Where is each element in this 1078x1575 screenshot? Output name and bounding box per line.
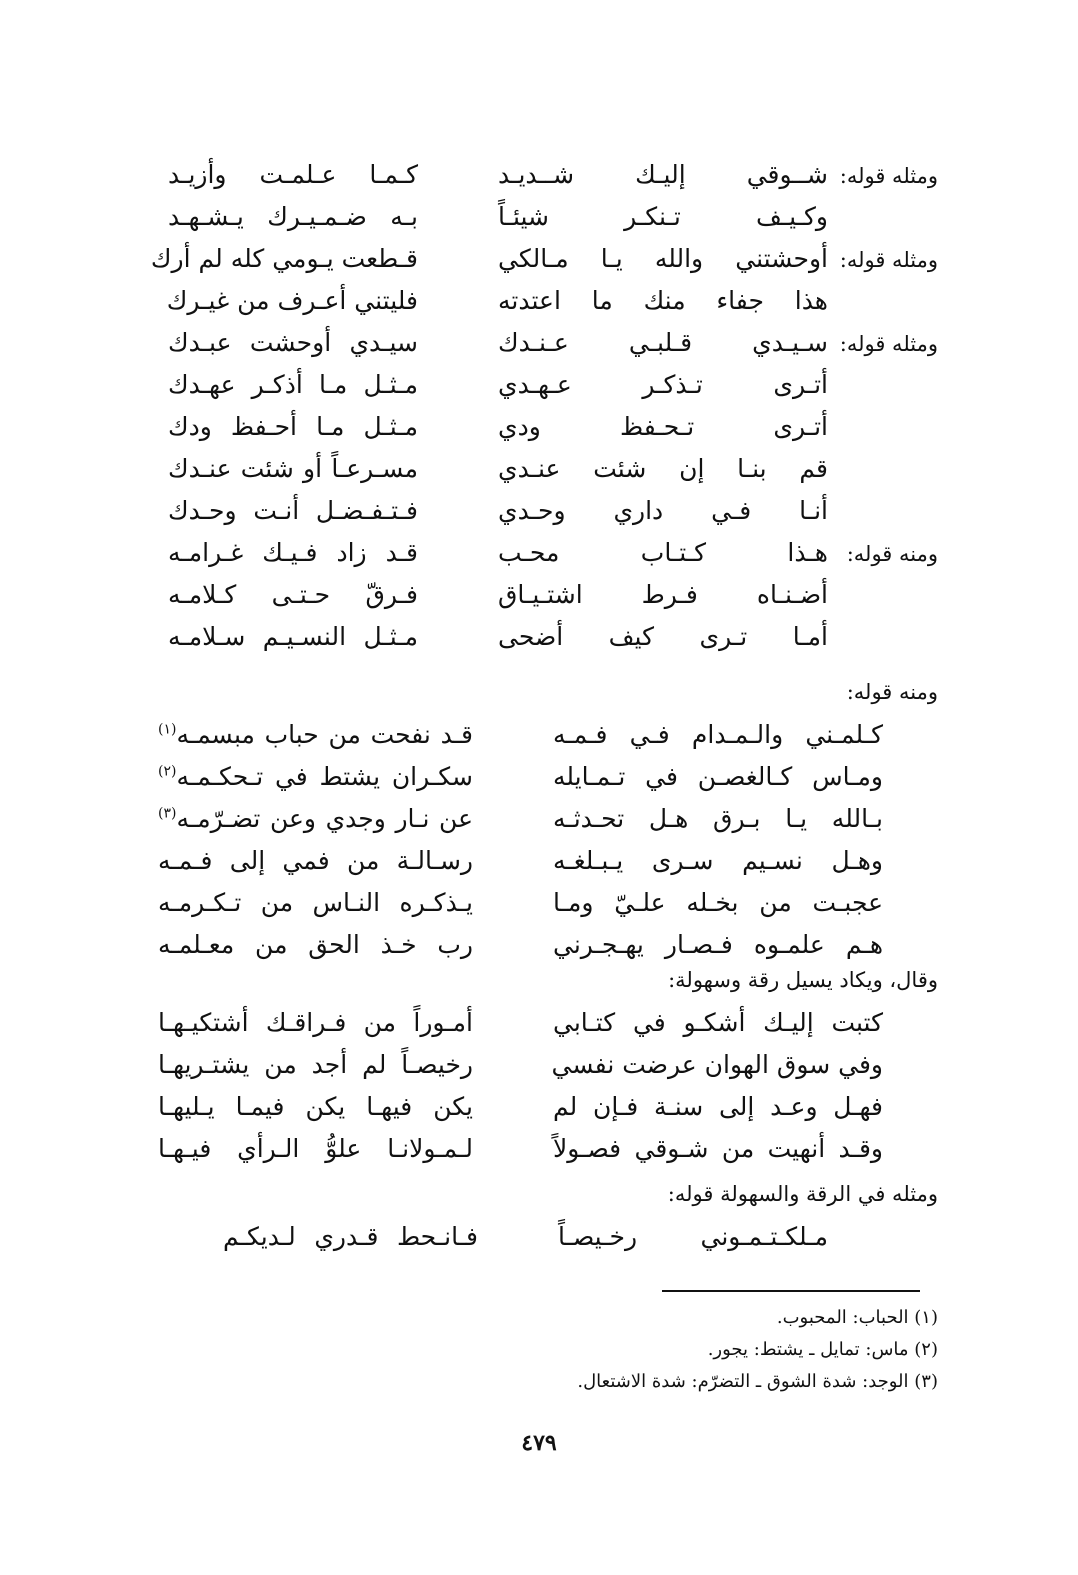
verse-second-hemistich: مسـرعـاً أو شئت عنـدك bbox=[168, 454, 418, 483]
verse-first-hemistich: كـلمـني والـمـدام فـي فـمـه bbox=[553, 720, 883, 749]
verse-second-hemistich: فـانـحط قـدري لـديكـم bbox=[223, 1222, 478, 1251]
verse-second-hemistich: سكـران يشتط في تـحكـمـه$^{(٢)}$ bbox=[158, 762, 473, 791]
verse-second-hemistich: فـرقّ حـتـى كـلامـه bbox=[168, 580, 418, 609]
verse-row bbox=[138, 160, 938, 202]
verse-first-hemistich: وقـد أنهيت من شـوقي فصـولاً bbox=[553, 1134, 883, 1163]
verse-second-hemistich: رسـالـة من فمي إلى فـمـه bbox=[158, 846, 473, 875]
verse-second-hemistich: عن نـار وجدي وعن تضـرّمـه$^{(٣)}$ bbox=[158, 804, 473, 833]
verse-second-hemistich: قـطعت يـومي كله لم أرك bbox=[150, 244, 418, 273]
verse-first-hemistich: أتـرى تـذكـر عـهـدي bbox=[498, 370, 828, 399]
verse-first-hemistich: أمـا تـرى كيف أضحى bbox=[498, 622, 828, 651]
verse-first-hemistich: أوحشتني والله يـا مـالكي bbox=[498, 244, 828, 273]
verse-row bbox=[138, 412, 938, 454]
verse-first-hemistich: أضـنـاه فـرط اشتـيـاق bbox=[498, 580, 828, 609]
verse-intro: ومثله قوله: bbox=[839, 164, 938, 188]
verse-second-hemistich: قـد نفحت من حباب مبسمـه$^{(١)}$ bbox=[158, 720, 473, 749]
poem-group-2 bbox=[138, 680, 938, 972]
verse-row bbox=[138, 846, 938, 888]
page-number: ٤٧٩ bbox=[521, 1430, 557, 1456]
verse-row bbox=[138, 538, 938, 580]
verse-first-hemistich: كتبت إليـك أشكـو في كتـابي bbox=[553, 1008, 883, 1037]
verse-row bbox=[138, 1134, 938, 1176]
verse-row bbox=[138, 1092, 938, 1134]
verse-second-hemistich: رب خـذ الحق من معـلمـه bbox=[158, 930, 473, 959]
heading-text: ومثله في الرقة والسهولة قوله: bbox=[667, 1182, 938, 1206]
footnote-ref: (١) bbox=[158, 721, 177, 738]
verse-second-hemistich: سيـدي أوحشت عبـدك bbox=[168, 328, 418, 357]
verse-second-hemistich: فـتـفـضـل أنـت وحـدك bbox=[168, 496, 418, 525]
verse-second-hemistich: رخيصـاً لم أجد من يشتـريهـا bbox=[158, 1050, 473, 1079]
group-heading bbox=[138, 680, 938, 720]
verse-first-hemistich: وكـيـف تـنكـر شيئـاً bbox=[498, 202, 828, 231]
verse-first-hemistich: وهـل نسـيم سـرى يـبـلغـه bbox=[553, 846, 883, 875]
verse-second-hemistich: مـثـل النسـيـم سـلامـه bbox=[168, 622, 418, 651]
verse-first-hemistich: أنـا فـي داري وحـدي bbox=[498, 496, 828, 525]
heading-text: ومنه قوله: bbox=[846, 680, 938, 704]
footnote: (١) الحباب: المحبوب. bbox=[776, 1307, 938, 1328]
verse-second-hemistich: قـد زاد فـيـك غـرامـه bbox=[168, 538, 418, 567]
verse-first-hemistich: هذا جفاء منك ما اعتدته bbox=[498, 286, 828, 315]
verse-row bbox=[138, 286, 938, 328]
verse-row bbox=[138, 496, 938, 538]
poem-group-4 bbox=[138, 1182, 938, 1272]
verse-row bbox=[138, 720, 938, 762]
verse-second-hemistich: مـثـل مـا أذكـر عهـدك bbox=[168, 370, 418, 399]
heading-text: وقال، ويكاد يسيل رقة وسهولة: bbox=[668, 968, 938, 992]
verse-first-hemistich: أتـرى تـحـفظ ودي bbox=[498, 412, 828, 441]
verse-row bbox=[138, 580, 938, 622]
verse-second-hemistich: مـثـل مـا أحـفظ ودك bbox=[168, 412, 418, 441]
verse-first-hemistich: هـذا كـتـاب محـب bbox=[498, 538, 828, 567]
verse-second-hemistich: فليتني أعـرف من غيـرك bbox=[166, 286, 418, 315]
verse-row bbox=[138, 622, 938, 664]
verse-intro: ومثله قوله: bbox=[839, 248, 938, 272]
verse-row bbox=[138, 202, 938, 244]
poem-group-1 bbox=[138, 160, 938, 664]
verse-first-hemistich: سـيـدي قـلبـي عـنـدك bbox=[498, 328, 828, 357]
verse-second-hemistich: يـذكـره النـاس من تـكـرمـه bbox=[158, 888, 473, 917]
verse-first-hemistich: فهـل وعـد إلى سنـة فـإن لم bbox=[553, 1092, 883, 1121]
verse-row bbox=[138, 1008, 938, 1050]
verse-first-hemistich: ومـاس كـالغصـن في تـمـايله bbox=[553, 762, 883, 791]
verse-row bbox=[138, 244, 938, 286]
verse-first-hemistich: شــوقي إليـك شــديـد bbox=[498, 160, 828, 189]
footnotes bbox=[238, 1302, 938, 1398]
poem-group-3 bbox=[138, 968, 938, 1176]
verse-row bbox=[138, 328, 938, 370]
verse-second-hemistich: بـه ضـمـيـرك يـشـهـد bbox=[168, 202, 418, 231]
verse-row bbox=[138, 454, 938, 496]
verse-first-hemistich: هـم علمـوه فـصـار يهـجـرني bbox=[553, 930, 883, 959]
verse-second-hemistich: أمـوراً من فـراقـك أشتكيـهـا bbox=[158, 1008, 473, 1037]
group-heading bbox=[138, 968, 938, 1008]
verse-second-hemistich: يكن فيهـا يكن فيمـا يـليهـا bbox=[158, 1092, 473, 1121]
group-heading bbox=[138, 1182, 938, 1222]
footnote: (٢) ماس: تمايل ـ يشتط: يجور. bbox=[707, 1339, 938, 1360]
verse-row bbox=[138, 1050, 938, 1092]
verse-first-hemistich: مـلكـتـمـوني رخـيصـاً bbox=[558, 1222, 828, 1251]
verse-row bbox=[138, 370, 938, 412]
verse-first-hemistich: بـالله يـا بـرق هـل تحـدثـه bbox=[553, 804, 883, 833]
verse-first-hemistich: وفي سوق الهوان عرضت نفسي bbox=[551, 1050, 883, 1079]
verse-first-hemistich: قم بنـا إن شئت عنـدي bbox=[498, 454, 828, 483]
verse-second-hemistich: كـمـا عـلمـت وأزيـد bbox=[168, 160, 418, 189]
verse-row bbox=[138, 888, 938, 930]
verse-row bbox=[138, 1222, 938, 1272]
verse-row bbox=[138, 930, 938, 972]
footnote-ref: (٣) bbox=[158, 805, 177, 822]
footnote-ref: (٢) bbox=[158, 763, 177, 780]
verse-intro: ومثله قوله: bbox=[839, 332, 938, 356]
footnote-separator bbox=[662, 1290, 920, 1292]
verse-intro: ومنه قوله: bbox=[846, 542, 938, 566]
verse-second-hemistich: لـمـولانـا علوُّ الـرأي فيـهـا bbox=[158, 1134, 473, 1163]
verse-first-hemistich: عجبـت من بخـله علـيّ ومـا bbox=[553, 888, 883, 917]
verse-row bbox=[138, 804, 938, 846]
verse-row bbox=[138, 762, 938, 804]
footnote: (٣) الوجد: شدة الشوق ـ التضرّم: شدة الاشتعال. bbox=[577, 1371, 938, 1392]
